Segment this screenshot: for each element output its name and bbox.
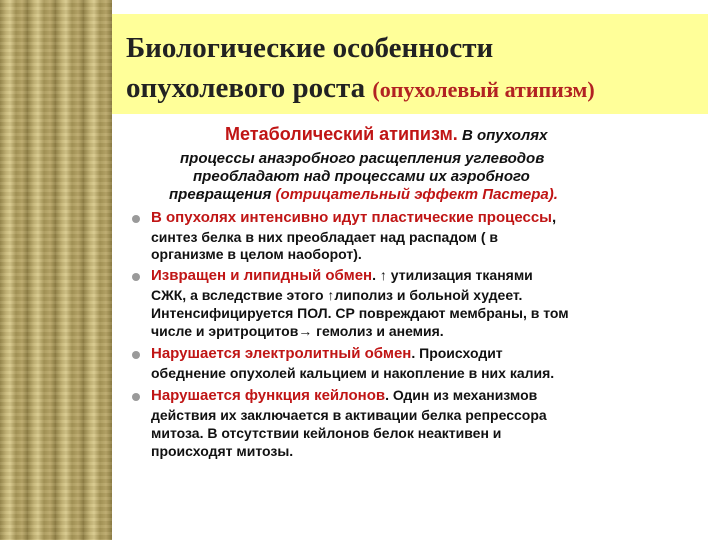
bullet-2-line4: числе и эритроцитов→ гемолиз и анемия. <box>151 323 444 339</box>
bullet-2-line1: Извращен и липидный обмен. ↑ утилизация тканями <box>151 267 533 284</box>
intro-l1-rest: В опухолях <box>461 127 548 144</box>
title-subtitle: (опухолевый атипизм) <box>372 77 595 102</box>
slide-title-line1: Биологические особенности <box>126 32 494 64</box>
bullet-2-line2: СЖК, а вследствие этого ↑липолиз и больной худеет. <box>151 287 523 303</box>
bullet-dot <box>132 351 140 359</box>
bullet-3-line1: Нарушается электролитный обмен. Происходит <box>151 345 503 362</box>
bullet-dot <box>132 393 140 401</box>
slide-title-line2 <box>126 72 595 105</box>
intro-line4: превращения (отрицательный эффект Пастера). <box>169 186 558 203</box>
bullet-dot <box>132 273 140 281</box>
intro-line3: преобладают над процессами их аэробного <box>193 168 530 185</box>
bullet-4-line1: Нарушается функция кейлонов. Один из механизмов <box>151 387 538 404</box>
bullet-1-line2: синтез белка в них преобладает над распадом ( в <box>151 229 498 245</box>
intro-line1 <box>225 124 547 145</box>
title-main: опухолевого роста <box>126 72 366 104</box>
intro-line2: процессы анаэробного расщепления углеводов <box>180 150 545 167</box>
bullet-1-line1: В опухолях интенсивно идут пластические процессы, <box>151 209 557 226</box>
bullet-2-line3: Интенсифицируется ПОЛ. СР повреждают мембраны, в том <box>151 305 569 321</box>
bullet-1-line3: организме в целом наоборот). <box>151 246 362 262</box>
bullet-dot <box>132 215 140 223</box>
bullet-4-line3: митоза. В отсутствии кейлонов белок неактивен и <box>151 425 502 441</box>
pasteur-effect: (отрицательный эффект Пастера). <box>275 186 558 203</box>
bullet-3-line2: обеднение опухолей кальцием и накопление в них калия. <box>151 365 555 381</box>
bullet-4-line2: действия их заключается в активации белка репрессора <box>151 407 547 423</box>
intro-heading: Метаболический атипизм. <box>225 124 458 144</box>
decorative-stripe <box>0 0 112 540</box>
bullet-4-line4: происходят митозы. <box>151 443 294 459</box>
